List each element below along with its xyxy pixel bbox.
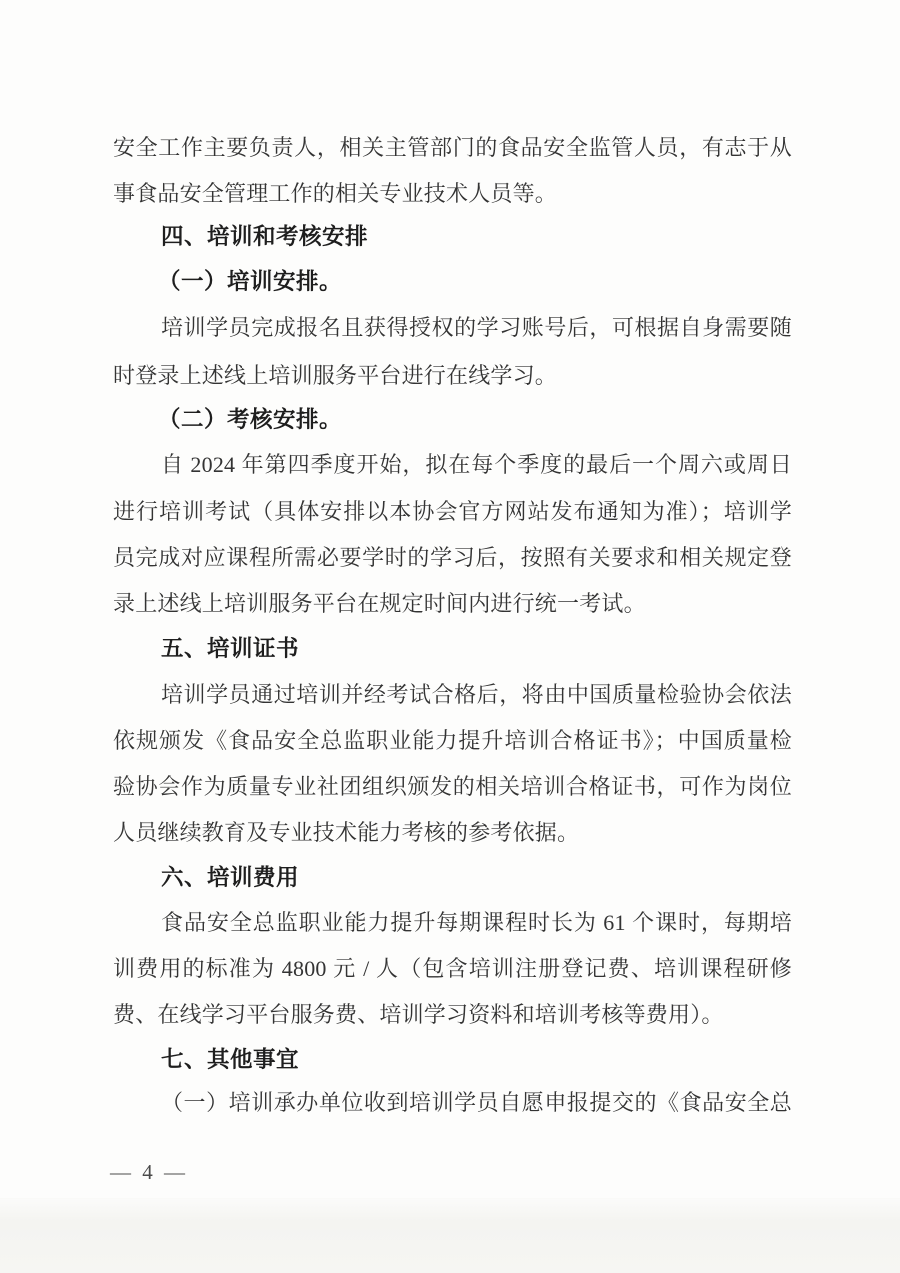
paragraph-line: 费、在线学习平台服务费、培训学习资料和培训考核等费用）。 [113,1002,724,1027]
paragraph-line: 培训学员完成报名且获得授权的学习账号后，可根据自身需要随 [161,315,792,340]
paragraph-line: 进行培训考试（具体安排以本协会官方网站发布通知为准）；培训学 [113,499,792,524]
subheading-assessment-arrangement: （二）考核安排。 [158,407,343,432]
paragraph-line: 事食品安全管理工作的相关专业技术人员等。 [113,181,558,206]
paragraph-line: 自 2024 年第四季度开始，拟在每个季度的最后一个周六或周日 [161,452,792,477]
paragraph-line: 依规颁发《食品安全总监职业能力提升培训合格证书》；中国质量检 [113,728,792,753]
paragraph-line: 食品安全总监职业能力提升每期课程时长为 61 个课时，每期培 [161,910,792,935]
heading-section-4-training-and-assessment: 四、培训和考核安排 [161,224,369,249]
heading-section-6-training-fee: 六、培训费用 [161,865,300,890]
paragraph-line: 安全工作主要负责人，相关主管部门的食品安全监管人员，有志于从 [113,135,792,160]
paragraph-line: 人员继续教育及专业技术能力考核的参考依据。 [113,820,580,845]
page-number: — 4 — [110,1160,188,1184]
paragraph-line: 员完成对应课程所需必要学时的学习后，按照有关要求和相关规定登 [113,545,792,570]
paragraph-line: 训费用的标准为 4800 元 / 人（包含培训注册登记费、培训课程研修 [113,956,792,981]
paragraph-line: 培训学员通过培训并经考试合格后，将由中国质量检验协会依法 [161,682,792,707]
scan-edge-artifact [0,1198,900,1273]
paragraph-line: 时登录上述线上培训服务平台进行在线学习。 [113,363,558,388]
paragraph-line: 录上述线上培训服务平台在规定时间内进行统一考试。 [113,591,646,616]
heading-section-7-other-matters: 七、其他事宜 [161,1047,300,1072]
heading-section-5-training-certificate: 五、培训证书 [161,636,300,661]
paragraph-line: 验协会作为质量专业社团组织颁发的相关培训合格证书，可作为岗位 [113,774,792,799]
paragraph-line: （一）培训承办单位收到培训学员自愿申报提交的《食品安全总 [161,1090,792,1115]
subheading-training-arrangement: （一）培训安排。 [158,269,343,294]
